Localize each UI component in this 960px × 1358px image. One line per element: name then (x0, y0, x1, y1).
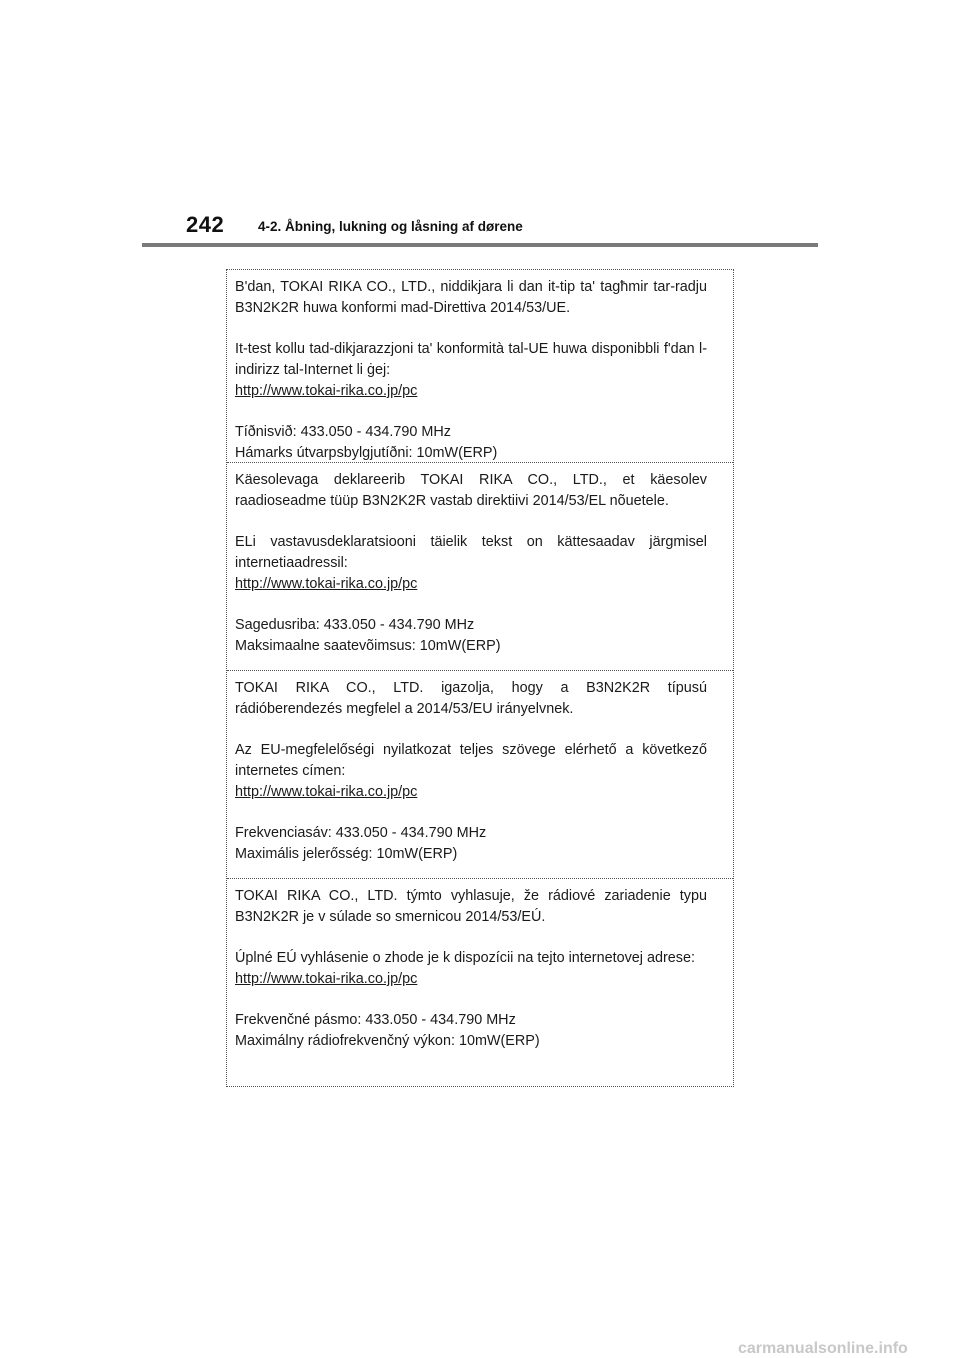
frequency-band: Frekvenciasáv: 433.050 - 434.790 MHz (235, 825, 487, 841)
max-power: Maximálny rádiofrekvenčný výkon: 10mW(ERP) (235, 1033, 540, 1049)
watermark: carmanualsonline.info (738, 1340, 908, 1357)
fulltext-availability: It-test kollu tad-dikjarazzjoni ta' konformità tal-UE huwa disponibbli f'dan l-indirizz tal-Internet li ġej: (235, 341, 707, 378)
fulltext-availability: Úplné EÚ vyhlásenie o zhode je k dispozícii na tejto internetovej adrese: (235, 950, 695, 966)
declaration-url-link[interactable]: http://www.tokai-rika.co.jp/pc (235, 784, 418, 800)
declaration-section-estonian (227, 462, 733, 670)
frequency-band: Sagedusriba: 433.050 - 434.790 MHz (235, 617, 475, 633)
header-divider (142, 243, 818, 247)
declaration-section-hungarian (227, 670, 733, 878)
declaration-url-link[interactable]: http://www.tokai-rika.co.jp/pc (235, 383, 418, 399)
fulltext-availability: ELi vastavusdeklaratsiooni täielik tekst on kättesaadav järgmisel internetiaadressil: (235, 534, 707, 571)
max-power: Hámarks útvarpsbylgjutíðni: 10mW(ERP) (235, 445, 498, 461)
declaration-text: B'dan, TOKAI RIKA CO., LTD., niddikjara li dan it-tip ta' tagħmir tar-radju B3N2K2R huwa konformi mad-Direttiva 2014/53/UE. (235, 279, 707, 316)
declaration-url-link[interactable]: http://www.tokai-rika.co.jp/pc (235, 576, 418, 592)
page-header (0, 0, 960, 250)
declaration-text: TOKAI RIKA CO., LTD. týmto vyhlasuje, že rádiové zariadenie typu B3N2K2R je v súlade so smernicou 2014/53/EÚ. (235, 888, 707, 925)
declaration-section-slovak (227, 878, 733, 1086)
frequency-band: Frekvenčné pásmo: 433.050 - 434.790 MHz (235, 1012, 516, 1028)
fulltext-availability: Az EU-megfelelőségi nyilatkozat teljes szövege elérhető a következő internetes címen: (235, 742, 707, 779)
declaration-box (226, 269, 734, 1087)
declaration-section-maltese (227, 270, 733, 462)
max-power: Maximális jelerősség: 10mW(ERP) (235, 846, 458, 862)
chapter-title: 4-2. Åbning, lukning og låsning af dørene (258, 219, 523, 234)
declaration-text: TOKAI RIKA CO., LTD. igazolja, hogy a B3N2K2R típusú rádióberendezés megfelel a 2014/53/EU irányelvnek. (235, 680, 707, 717)
page-number: 242 (186, 212, 225, 237)
max-power: Maksimaalne saatevõimsus: 10mW(ERP) (235, 638, 501, 654)
declaration-url-link[interactable]: http://www.tokai-rika.co.jp/pc (235, 971, 418, 987)
declaration-text: Käesolevaga deklareerib TOKAI RIKA CO., LTD., et käesolev raadioseadme tüüp B3N2K2R vastab direktiivi 2014/53/EL nõuetele. (235, 472, 707, 509)
frequency-band: Tíðnisvið: 433.050 - 434.790 MHz (235, 424, 451, 440)
